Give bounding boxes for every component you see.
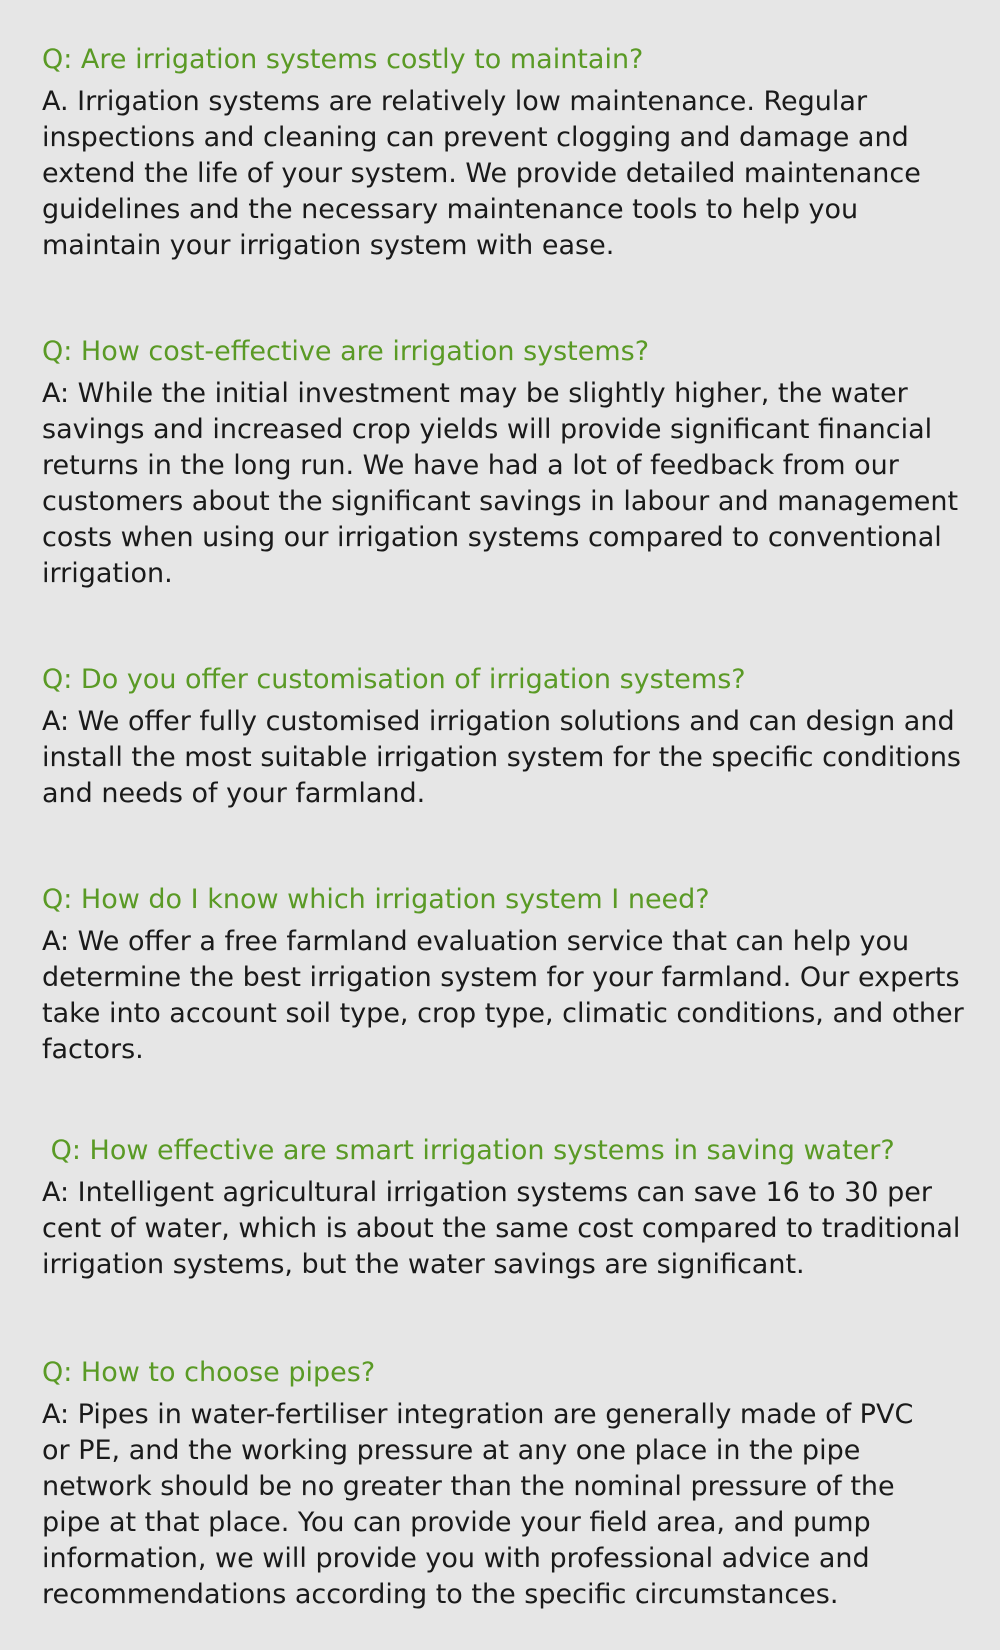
answer-line: recommendations according to the specific circumstances.	[42, 1579, 839, 1610]
faq-item	[42, 1355, 962, 1613]
faq-answer	[42, 376, 962, 592]
answer-line: customers about the significant savings in labour and management	[42, 486, 959, 517]
answer-line: costs when using our irrigation systems compared to conventional	[42, 522, 942, 553]
answer-line: cent of water, which is about the same cost compared to traditional	[42, 1213, 961, 1244]
answer-line: take into account soil type, crop type, climatic conditions, and other	[42, 998, 964, 1029]
faq-item	[42, 42, 962, 264]
faq-answer	[42, 84, 962, 264]
answer-line: inspections and cleaning can prevent clogging and damage and	[42, 122, 909, 153]
answer-line: A: Intelligent agricultural irrigation systems can save 16 to 30 per	[42, 1177, 932, 1208]
faq-question: Q: How do I know which irrigation system I need?	[42, 884, 710, 915]
answer-line: determine the best irrigation system for your farmland. Our experts	[42, 962, 960, 993]
answer-line: information, we will provide you with professional advice and	[42, 1543, 870, 1574]
answer-line: factors.	[42, 1034, 144, 1065]
answer-line: network should be no greater than the nominal pressure of the	[42, 1471, 895, 1502]
answer-line: guidelines and the necessary maintenance tools to help you	[42, 194, 859, 225]
answer-line: maintain your irrigation system with ease.	[42, 230, 615, 261]
faq-item	[42, 334, 962, 592]
faq-answer	[42, 704, 962, 812]
faq-item	[42, 882, 962, 1068]
faq-answer	[42, 924, 962, 1068]
answer-line: A: We offer fully customised irrigation solutions and can design and	[42, 706, 955, 737]
faq-question: Q: How to choose pipes?	[42, 1357, 376, 1388]
answer-line: pipe at that place. You can provide your field area, and pump	[42, 1507, 871, 1538]
faq-question: Q: How effective are smart irrigation systems in saving water?	[42, 1135, 895, 1166]
answer-line: A. Irrigation systems are relatively low maintenance. Regular	[42, 86, 868, 117]
answer-line: irrigation systems, but the water savings are significant.	[42, 1249, 805, 1280]
answer-line: and needs of your farmland.	[42, 778, 426, 809]
answer-line: A: Pipes in water-fertiliser integration are generally made of PVC	[42, 1399, 914, 1430]
faq-question: Q: Do you offer customisation of irrigation systems?	[42, 664, 746, 695]
answer-line: A: While the initial investment may be slightly higher, the water	[42, 378, 908, 409]
answer-line: savings and increased crop yields will provide significant financial	[42, 414, 933, 445]
faq-answer	[42, 1397, 962, 1613]
faq-item	[42, 1133, 962, 1283]
faq-item	[42, 662, 962, 812]
answer-line: returns in the long run. We have had a lot of feedback from our	[42, 450, 899, 481]
answer-line: install the most suitable irrigation system for the specific conditions	[42, 742, 962, 773]
answer-line: A: We offer a free farmland evaluation service that can help you	[42, 926, 910, 957]
answer-line: or PE, and the working pressure at any one place in the pipe	[42, 1435, 861, 1466]
faq-question: Q: How cost-effective are irrigation systems?	[42, 336, 650, 367]
answer-line: extend the life of your system. We provide detailed maintenance	[42, 158, 921, 189]
faq-answer	[42, 1175, 962, 1283]
faq-question: Q: Are irrigation systems costly to maintain?	[42, 44, 644, 75]
answer-line: irrigation.	[42, 558, 173, 589]
